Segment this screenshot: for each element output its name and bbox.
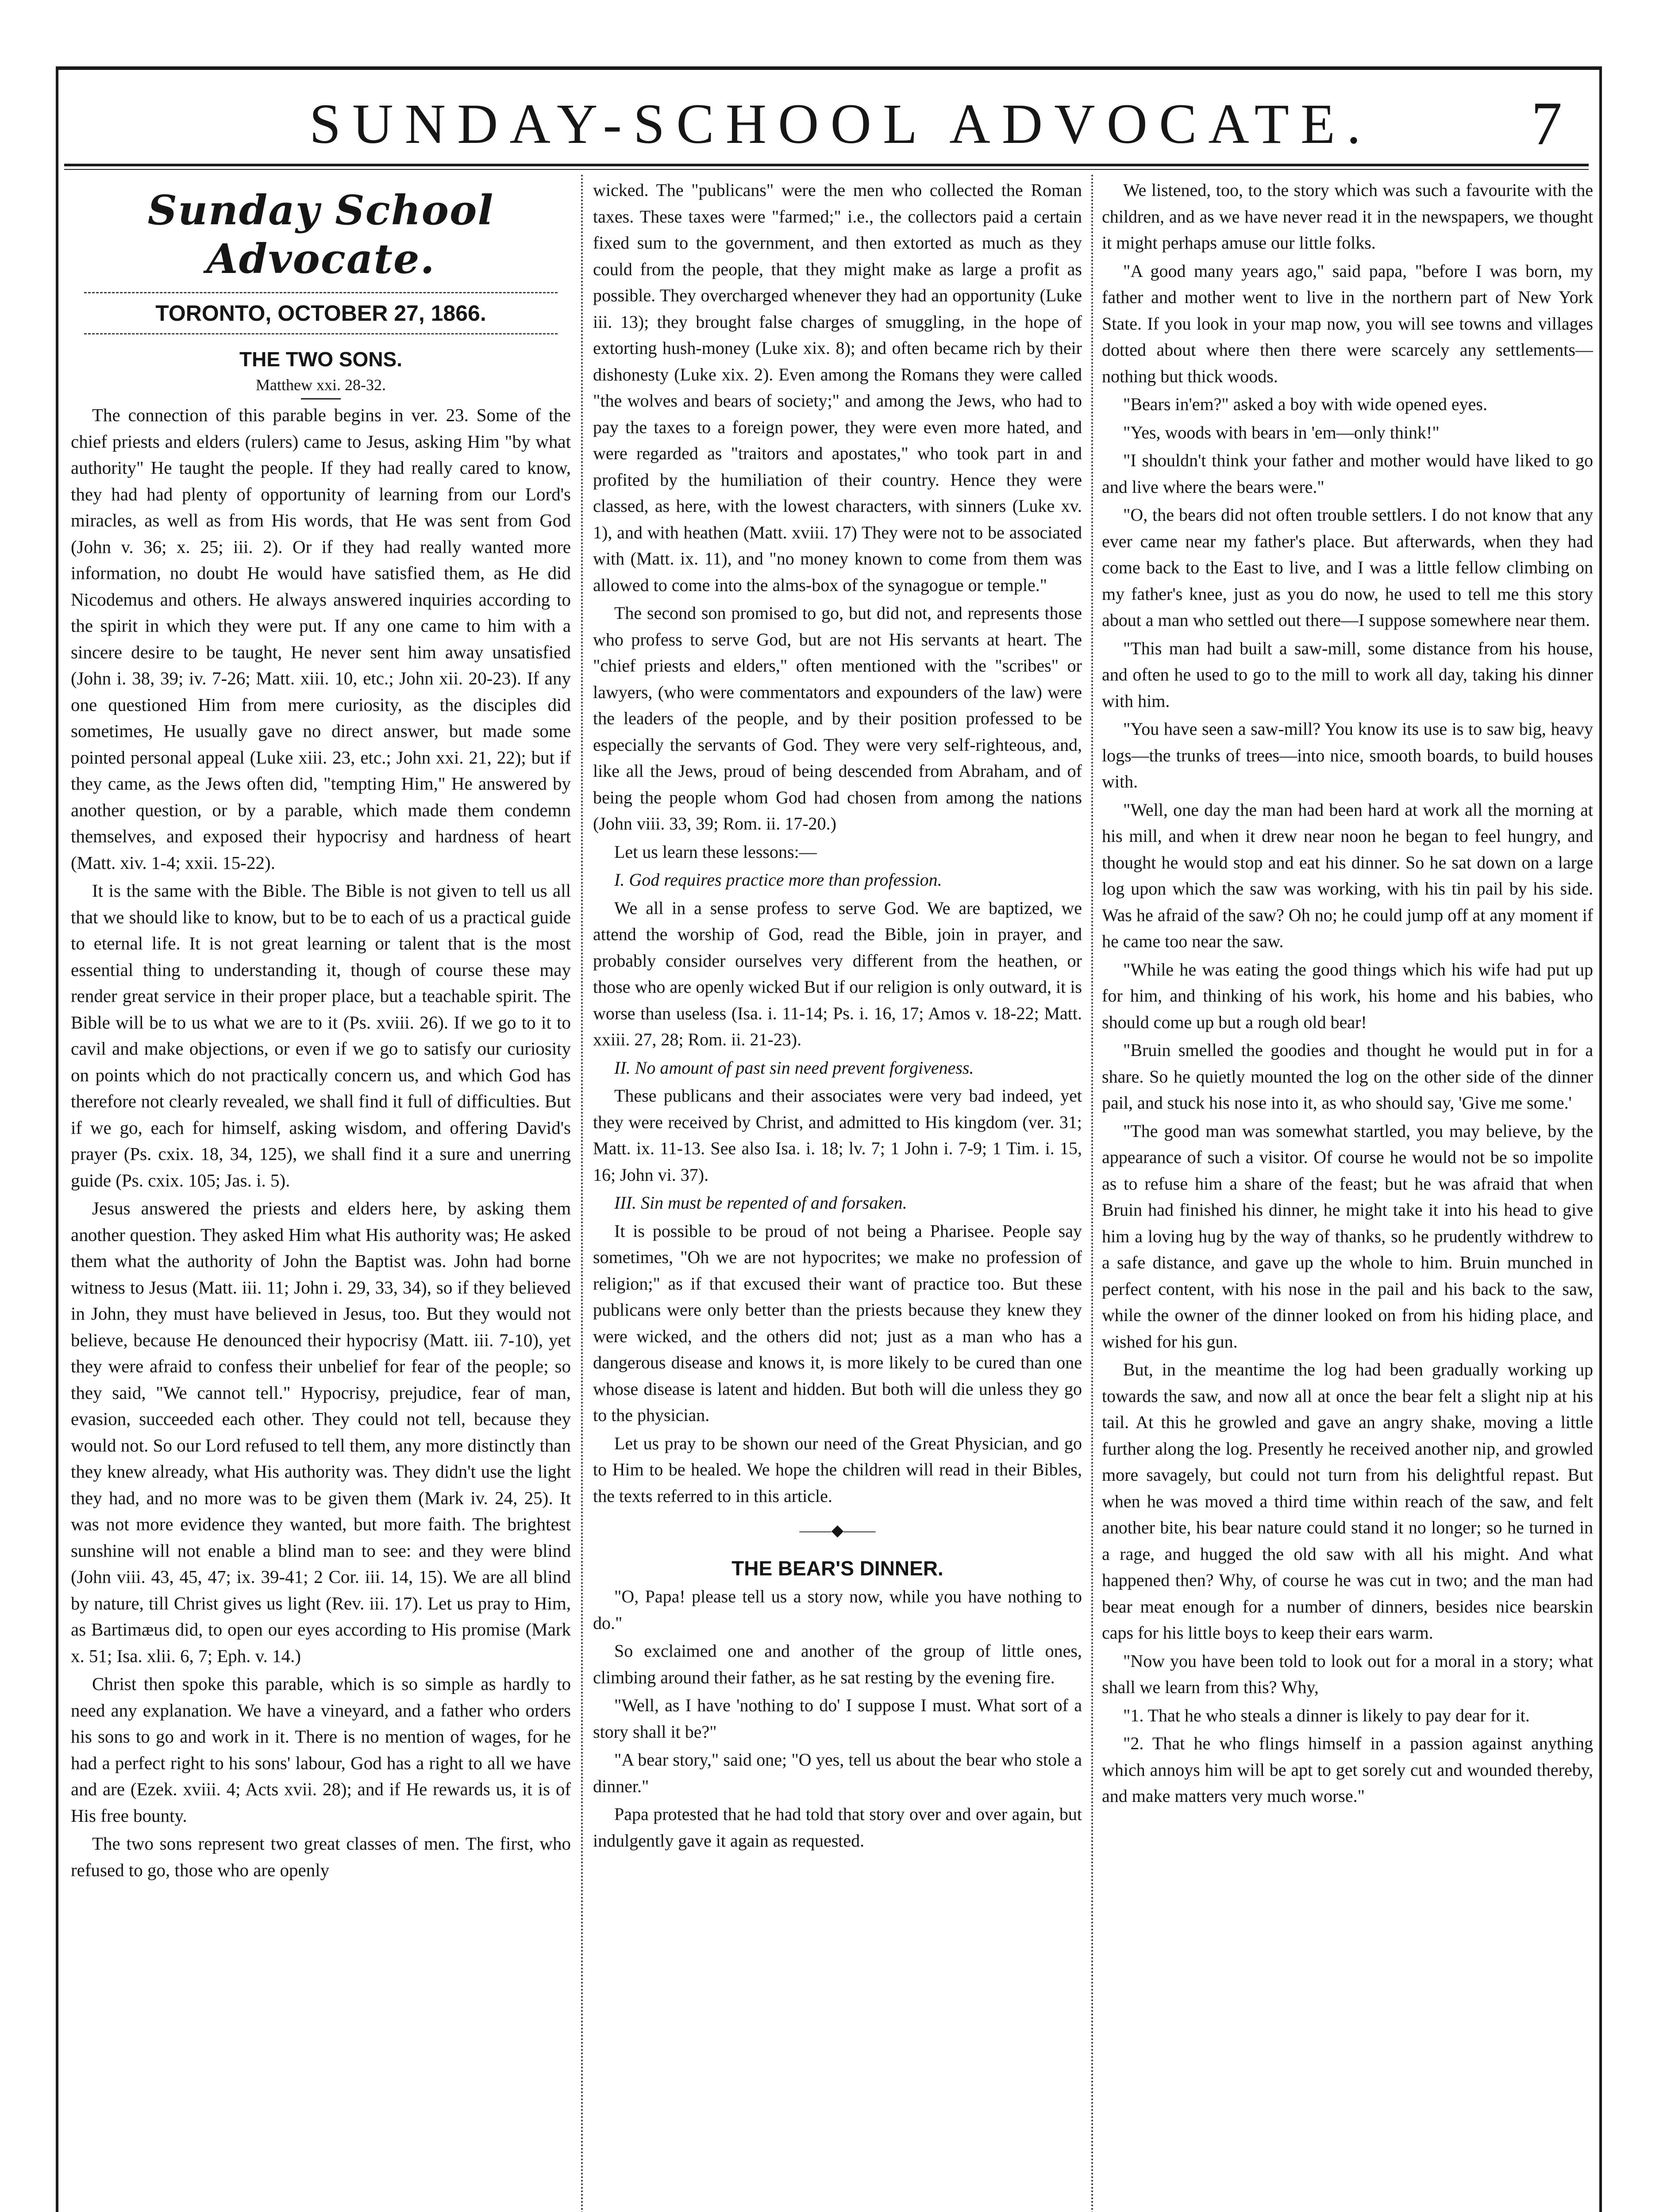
page-border-right xyxy=(1599,66,1602,2212)
paragraph: Let us learn these lessons:— xyxy=(614,841,817,862)
paragraph: "2. That he who flings himself in a passion against anything which annoys him will be apt to get sorely cut and wounded thereby, and make matters very much worse." xyxy=(1102,1733,1593,1806)
scripture-reference: Matthew xxi. 28-32. xyxy=(256,376,386,394)
paragraph: "O, Papa! please tell us a story now, while you have nothing to do." xyxy=(593,1586,1082,1633)
column-divider-1 xyxy=(581,175,583,2212)
paragraph: wicked. The "publicans" were the men who collected the Roman taxes. These taxes were "farmed;" i.e., the collectors paid a certain fixed sum to the government, and then extorted as much as they could from the people, that they might make as large a profit as possible. They overcharged whenever they had an opportunity (Luke iii. 13); they brought false charges of smuggling, in the hope of extorting hush-money (Luke xix. 8); and often became rich by their dishonesty (Luke xix. 2). Even among the Romans they were called "the wolves and bears of society;" and among the Jews, who had to pay the taxes to a foreign power, they were even more hated, and were regarded as "traitors and apostates," who took part in and profited by the humiliation of their country. Hence they were classed, as here, with the lowest characters, with sinners (Luke xv. 1), and with heathen (Matt. xviii. 17) They were not to be associated with (Matt. ix. 11), and "no money known to come from them was allowed to come into the alms-box of the synagogue or temple." xyxy=(593,180,1082,595)
page-number: 7 xyxy=(1531,89,1562,158)
page-border-top xyxy=(58,66,1602,70)
paragraph: "O, the bears did not often trouble settlers. I do not know that any ever came near my father's place. But afterwards, when they had come back to the East to live, and I was a little fellow climbing on my father's knee, just as you do now, he used to tell me this story about a man who settled out there—I suppose somewhere near them. xyxy=(1102,505,1593,630)
running-title: SUNDAY-SCHOOL ADVOCATE. xyxy=(309,92,1373,155)
dateline: TORONTO, OCTOBER 27, 1866. xyxy=(84,292,558,334)
paragraph: "You have seen a saw-mill? You know its use is to saw big, heavy logs—the trunks of trees—into nice, smooth boards, to build houses with. xyxy=(1102,719,1593,791)
lesson-heading: I. God requires practice more than profession. xyxy=(614,870,942,890)
page-border-left xyxy=(56,66,58,2212)
paragraph: These publicans and their associates were very bad indeed, yet they were received by Christ, and admitted to His kingdom (ver. 31; Matt. ix. 11-13. See also Isa. i. 18; lv. 7; 1 John i. 7-9; 1 Tim. i. 15, 16; John vi. 37). xyxy=(593,1086,1082,1185)
separator-ornament: ——◆—— xyxy=(799,1521,876,1539)
paragraph: "A good many years ago," said papa, "before I was born, my father and mother went to live in the northern part of New York State. If you look in your map now, you will see towns and villages dotted about where then there were scarcely any settlements—nothing but thick woods. xyxy=(1102,261,1593,386)
paragraph: "Bruin smelled the goodies and thought he would put in for a share. So he quietly mounted the log on the other side of the dinner pail, and stuck his nose into it, as who should say, 'Give me some.' xyxy=(1102,1040,1593,1113)
paragraph: We all in a sense profess to serve God. We are baptized, we attend the worship of God, read the Bible, join in prayer, and probably consider ourselves very different from the heathen, or those who are openly wicked But if our religion is only outward, it is worse than useless (Isa. i. 11-14; Ps. i. 16, 17; Amos v. 18-22; Matt. xxiii. 27, 28; Rom. ii. 21-23). xyxy=(593,898,1082,1049)
paragraph: The two sons represent two great classes of men. The first, who refused to go, those who are openly xyxy=(71,1833,571,1880)
article-title-two-sons: THE TWO SONS. xyxy=(239,348,402,371)
paragraph: The second son promised to go, but did not, and represents those who profess to serve God, but are not His servants at heart. The "chief priests and elders," often mentioned with the "scribes" or lawyers, (who were commentators and expounders of the law) were the leaders of the people, and by their position professed to be especially the servants of God. They were very self-righteous, and, like all the Jews, proud of being descended from Abraham, and of being the people whom God had chosen from among the nations (John viii. 33, 39; Rom. ii. 17-20.) xyxy=(593,603,1082,833)
lesson-heading: II. No amount of past sin need prevent forgiveness. xyxy=(614,1057,974,1078)
header-rule xyxy=(64,164,1589,166)
short-rule xyxy=(301,398,341,399)
column-divider-2 xyxy=(1091,175,1093,2212)
paragraph: "Yes, woods with bears in 'em—only think!" xyxy=(1123,422,1440,442)
paragraph: "This man had built a saw-mill, some distance from his house, and often he used to go to the mill to work all day, taking his dinner with him. xyxy=(1102,638,1593,711)
paragraph: So exclaimed one and another of the group of little ones, climbing around their father, as he sat resting by the evening fire. xyxy=(593,1641,1082,1687)
paragraph: Christ then spoke this parable, which is so simple as hardly to need any explanation. We have a vineyard, and a father who orders his sons to go and work in it. There is no mention of wages, for he had a perfect right to his sons' labour, God has a right to all we have and are (Ezek. xviii. 4; Acts xvii. 28); and if He rewards us, it is of His free bounty. xyxy=(71,1674,571,1826)
article-title-bears-dinner: THE BEAR'S DINNER. xyxy=(731,1557,943,1580)
paragraph: It is possible to be proud of not being a Pharisee. People say sometimes, "Oh we are not hypocrites; we make no profession of religion;" as if that excused their want of practice too. But these publicans were only better than the priests because they knew they were wicked, and the others did not; just as a man who has a dangerous disease and knows it, is more likely to be cured than one whose disease is latent and hidden. But both will die unless they go to the physician. xyxy=(593,1221,1082,1425)
paragraph: "I shouldn't think your father and mother would have liked to go and live where the bears were." xyxy=(1102,450,1593,497)
header-rule-thin xyxy=(64,169,1589,170)
paragraph: "Bears in'em?" asked a boy with wide opened eyes. xyxy=(1123,394,1487,414)
paragraph: "While he was eating the good things which his wife had put up for him, and thinking of his work, his home and his babies, who should come up but a rough old bear! xyxy=(1102,959,1593,1032)
paragraph: "Well, one day the man had been hard at work all the morning at his mill, and when it drew near noon he began to feel hungry, and thought he would stop and eat his dinner. So he sat down on a large log upon which the saw was working, with his tin pail by his side. Was he afraid of the saw? Oh no; he could jump off at any moment if he came too near the saw. xyxy=(1102,799,1593,951)
paragraph: "The good man was somewhat startled, you may believe, by the appearance of such a visitor. Of course he would not be so impolite as to refuse him a share of the feast; but he was afraid that when Bruin had finished his dinner, he might take it into his head to give him a loving hug by the way of thanks, so he prudently withdrew to a safe distance, and gave up the whole to him. Bruin munched in perfect content, with his nose in the pail and his back to the saw, while the owner of the dinner looked on from his hiding place, and wished for his gun. xyxy=(1102,1121,1593,1352)
paragraph: We listened, too, to the story which was such a favourite with the children, and as we have never read it in the newspapers, we thought it might perhaps amuse our little folks. xyxy=(1102,180,1593,253)
column-1 xyxy=(71,177,571,2212)
paragraph: Papa protested that he had told that story over and over again, but indulgently gave it again as requested. xyxy=(593,1804,1082,1851)
paragraph: "Well, as I have 'nothing to do' I suppose I must. What sort of a story shall it be?" xyxy=(593,1695,1082,1742)
paragraph: "A bear story," said one; "O yes, tell us about the bear who stole a dinner." xyxy=(593,1750,1082,1796)
masthead: Sunday School Advocate. xyxy=(147,186,494,283)
paragraph: Jesus answered the priests and elders here, by asking them another question. They asked Him what His authority was; He asked them what the authority of John the Baptist was. John had borne witness to Jesus (Matt. iii. 11; John i. 29, 33, 34), so if they believed in John, they must have believed in Jesus, too. But they would not believe, because He denounced their hypocrisy (Matt. iii. 7-10), yet they were afraid to confess their unbelief for fear of the people; so they said, "We cannot tell." Hypocrisy, prejudice, fear of man, evasion, succeeded each other. They could not tell, because they would not. So our Lord refused to tell them, any more distinctly than they knew already, what His authority was. They didn't use the light they had, and no more was to be given them (Mark iv. 24, 25). It was not more evidence they wanted, but more faith. The brightest sunshine will not enable a blind man to see: and they were blind (John viii. 43, 45, 47; ix. 39-41; 2 Cor. iii. 14, 15). We are all blind by nature, till Christ gives us light (Rev. iii. 17). Let us pray to Him, as Bartimæus did, to open our eyes according to His promise (Mark x. 51; Isa. xlii. 6, 7; Eph. v. 14.) xyxy=(71,1198,571,1666)
lesson-heading: III. Sin must be repented of and forsaken. xyxy=(614,1193,907,1213)
paragraph: "1. That he who steals a dinner is likely to pay dear for it. xyxy=(1123,1705,1530,1725)
paragraph: The connection of this parable begins in ver. 23. Some of the chief priests and elders (rulers) came to Jesus, asking Him "by what authority" He taught the people. If they had really cared to know, they had had plenty of opportunity of learning from our Lord's miracles, as well as from His words, that He was sent from God (John v. 36; x. 25; iii. 2). Or if they had really wanted more information, no doubt He would have satisfied them, as He did Nicodemus and others. He always answered inquiries according to the spirit in which they were put. If any one came to him with a sincere desire to be taught, He never sent him away unsatisfied (John i. 38, 39; iv. 7-26; Matt. xiii. 10, etc.; John xii. 20-23). If any one questioned Him from mere curiosity, as the disciples did sometimes, He usually gave no direct answer, but made some pointed personal appeal (Luke xiii. 23, etc.; John xxi. 21, 22); but if they came, as the Jews often did, "tempting Him," He answered by another question, or by a parable, which made them condemn themselves, and exposed their hypocrisy and hardness of heart (Matt. xiv. 1-4; xxii. 15-22). xyxy=(71,405,571,873)
paragraph: It is the same with the Bible. The Bible is not given to tell us all that we should like to know, but to be to each of us a practical guide to eternal life. It is not great learning or talent that is the most essential thing to understanding it, though of course these may render great service in their proper place, but a teachable spirit. The Bible will be to us what we are to it (Ps. xviii. 26). If we go to it to cavil and make objections, or even if we go to satisfy our curiosity on points which do not practically concern us, and which God has therefore not clearly revealed, we shall find it full of difficulties. But if we go, each for himself, asking wisdom, and offering David's prayer (Ps. cxix. 18, 34, 125), we shall find it a sure and unerring guide (Ps. cxix. 105; Jas. i. 5). xyxy=(71,880,571,1190)
paragraph: But, in the meantime the log had been gradually working up towards the saw, and now all at once the bear felt a slight nip at his tail. At this he growled and gave an angry shake, moving a little further along the log. Presently he received another nip, and growled more savagely, but could not turn from his delightful repast. But when he was moved a third time within reach of the saw, and felt another bite, his bear nature could stand it no longer; so he turned in a rage, and hugged the old saw with all his might. And what happened then? Why, of course he was cut in two; and the man had bear meat enough for a number of dinners, besides nice bearskin caps for his little boys to keep their ears warm. xyxy=(1102,1359,1593,1643)
column-2 xyxy=(593,177,1082,2212)
paragraph: Let us pray to be shown our need of the Great Physician, and go to Him to be healed. We hope the children will read in their Bibles, the texts referred to in this article. xyxy=(593,1433,1082,1506)
column-3 xyxy=(1102,177,1593,2212)
paragraph: "Now you have been told to look out for a moral in a story; what shall we learn from this? Why, xyxy=(1102,1651,1593,1697)
